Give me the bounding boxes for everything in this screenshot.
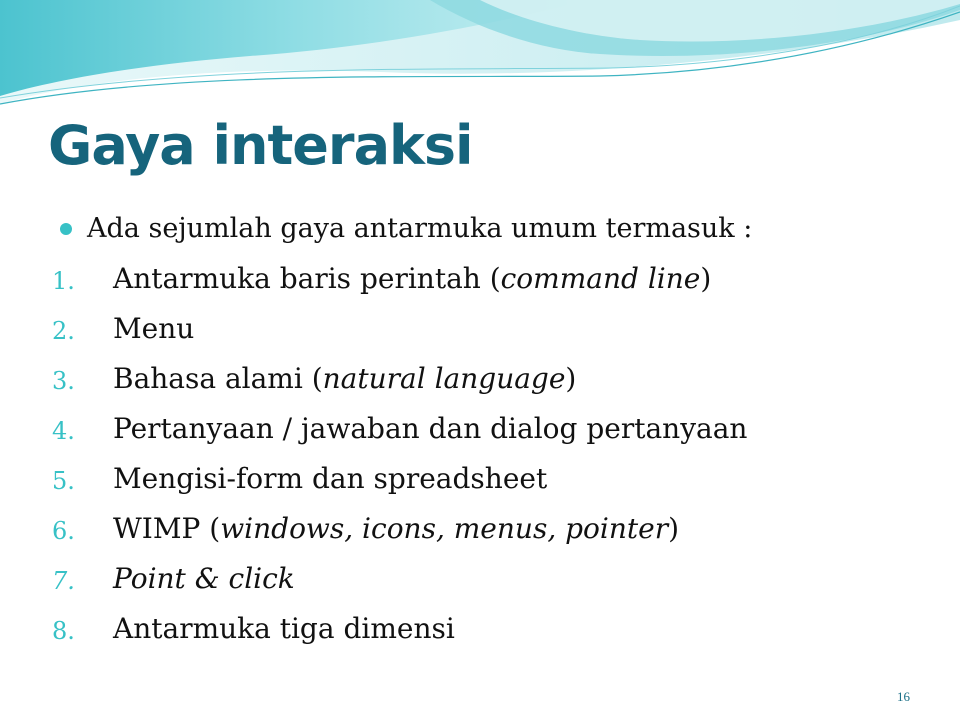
item-text: Menu — [113, 312, 195, 345]
item-number: 2. — [52, 317, 75, 345]
list-item — [52, 259, 940, 309]
item-text: Bahasa alami ( — [113, 362, 323, 395]
item-text: Mengisi-form dan spreadsheet — [113, 462, 548, 495]
style-list — [52, 259, 940, 659]
list-item — [52, 609, 940, 659]
item-number: 1. — [52, 267, 75, 295]
item-text-after: ) — [700, 262, 712, 295]
item-text: WIMP ( — [113, 512, 221, 545]
list-item — [52, 509, 940, 559]
item-text: Pertanyaan / jawaban dan dialog pertanyaan — [113, 412, 748, 445]
item-number: 5. — [52, 467, 75, 495]
item-text: Antarmuka tiga dimensi — [113, 612, 455, 645]
item-number: 3. — [52, 367, 75, 395]
item-number: 7. — [52, 567, 75, 595]
list-item — [52, 459, 940, 509]
item-italic-text: command line — [500, 262, 701, 295]
item-number: 6. — [52, 517, 75, 545]
slide-title: Gaya interaksi — [48, 114, 473, 177]
list-item — [52, 359, 940, 409]
item-number: 8. — [52, 617, 75, 645]
intro-line — [60, 209, 940, 249]
item-italic-text: Point & click — [113, 562, 295, 595]
header-wave-decoration — [0, 0, 960, 110]
page-number: 16 — [897, 689, 910, 704]
slide-content — [52, 209, 940, 659]
item-text-after: ) — [565, 362, 577, 395]
list-item — [52, 309, 940, 359]
bullet-dot-icon — [60, 223, 72, 235]
intro-text: Ada sejumlah gaya antarmuka umum termasuk : — [87, 213, 753, 244]
list-item — [52, 409, 940, 459]
item-number: 4. — [52, 417, 75, 445]
item-text-after: ) — [668, 512, 680, 545]
list-item — [52, 559, 940, 609]
item-italic-text: natural language — [322, 362, 566, 395]
item-italic-text: windows, icons, menus, pointer — [220, 512, 669, 545]
item-text: Antarmuka baris perintah ( — [113, 262, 501, 295]
